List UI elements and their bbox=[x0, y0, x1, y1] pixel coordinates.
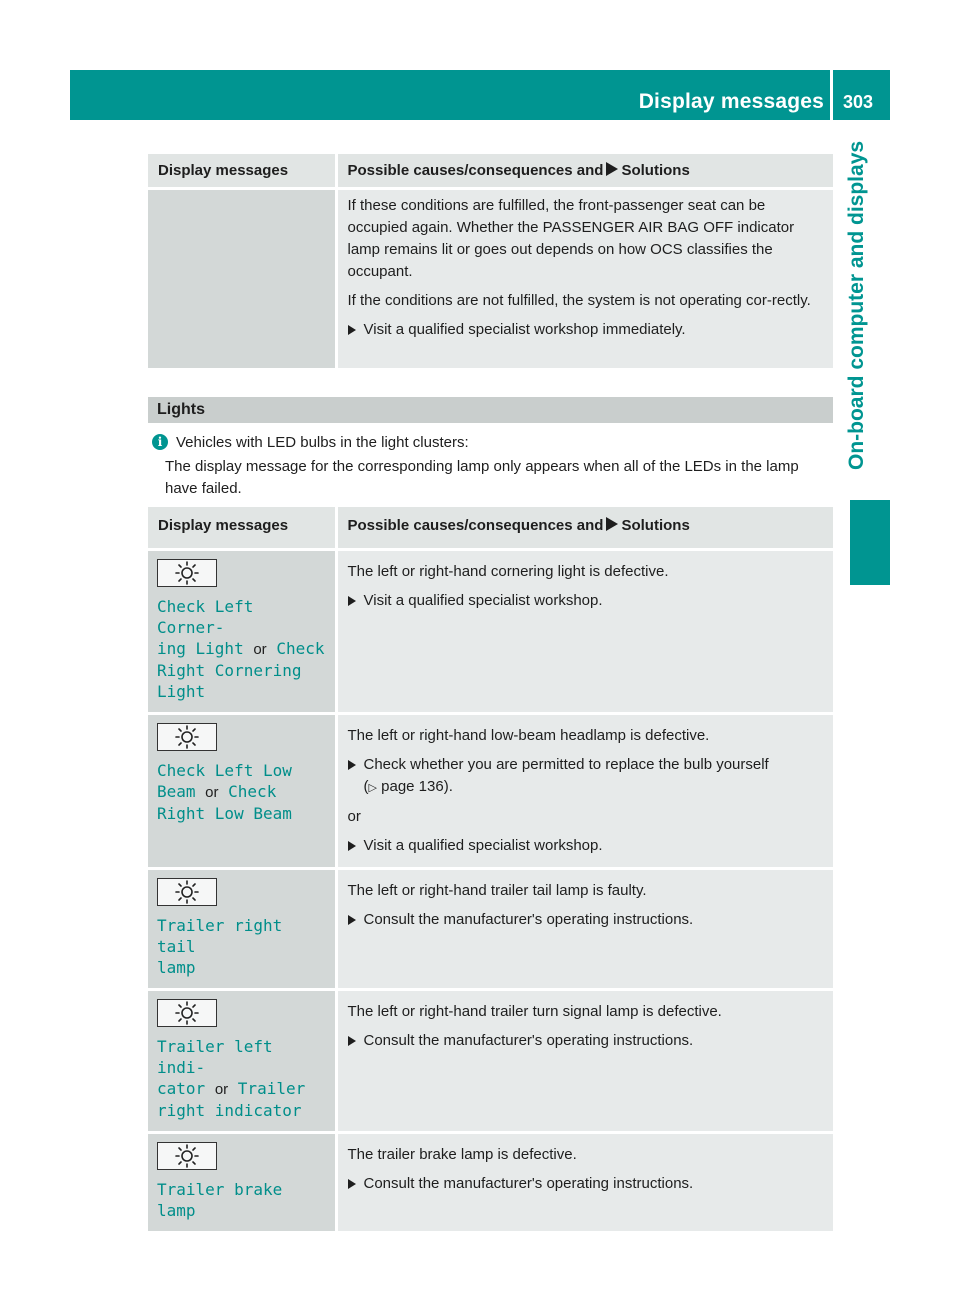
bulb-warning-icon bbox=[174, 561, 200, 585]
triangle-bullet-icon bbox=[348, 760, 356, 770]
display-message-text bbox=[157, 1179, 327, 1221]
column-header-solutions-label: Solutions bbox=[621, 162, 690, 179]
solution-step bbox=[348, 1030, 826, 1052]
display-messages-table-2 bbox=[148, 507, 833, 1234]
table-header-row bbox=[148, 507, 833, 550]
table-row bbox=[148, 550, 833, 714]
page-reference-icon: ▷ bbox=[368, 782, 377, 794]
triangle-bullet-icon bbox=[348, 1036, 356, 1046]
or-text: or bbox=[205, 784, 219, 801]
solution-step-text: Consult the manufacturer's operating instructions. bbox=[363, 1175, 694, 1192]
description-text: If the conditions are not fulfilled, the system is not operating cor-rectly. bbox=[347, 292, 811, 309]
display-message: Trailer right indicator bbox=[157, 1079, 306, 1120]
column-header-causes bbox=[336, 154, 833, 189]
lamp-box bbox=[157, 559, 217, 587]
display-message: Trailer brake lamp bbox=[157, 1180, 283, 1220]
table-row bbox=[148, 189, 833, 370]
triangle-bullet-icon bbox=[348, 841, 356, 851]
lamp-box bbox=[157, 999, 217, 1027]
lamp-box bbox=[157, 878, 217, 906]
column-header-messages: Display messages bbox=[148, 507, 336, 550]
side-chapter-title: On-board computer and displays bbox=[845, 140, 868, 470]
message-cell bbox=[148, 869, 336, 990]
page-header-title: Display messages bbox=[638, 90, 824, 113]
triangle-bullet-icon bbox=[348, 596, 356, 606]
page-reference-text: page 136). bbox=[381, 778, 453, 795]
or-text: or bbox=[214, 1081, 229, 1098]
triangle-bullet-icon bbox=[348, 1179, 356, 1189]
triangle-bullet-icon bbox=[348, 325, 356, 335]
solution-step-text: Visit a qualified specialist workshop immediately. bbox=[363, 321, 686, 338]
side-chapter-marker bbox=[850, 500, 890, 585]
message-cell bbox=[148, 1133, 336, 1233]
solution-step bbox=[348, 754, 826, 799]
info-note-title: Vehicles with LED bulbs in the light clusters: bbox=[176, 434, 469, 451]
display-message: Check Right Cornering Light bbox=[157, 639, 325, 701]
description-text: The left or right-hand low-beam headlamp is defective. bbox=[347, 727, 710, 744]
description-text: The left or right-hand cornering light is defective. bbox=[347, 563, 669, 580]
table-header-row bbox=[148, 154, 833, 189]
solution-step-text: Consult the manufacturer's operating instructions. bbox=[363, 911, 694, 928]
solution-step-text: Consult the manufacturer's operating instructions. bbox=[363, 1032, 694, 1049]
bulb-warning-icon bbox=[174, 725, 200, 749]
message-cell bbox=[148, 714, 336, 869]
solution-cell bbox=[336, 990, 833, 1133]
or-text: or bbox=[253, 641, 267, 658]
triangle-bullet-icon bbox=[348, 915, 356, 925]
solution-cell bbox=[336, 550, 833, 714]
message-cell bbox=[148, 990, 336, 1133]
display-message: Trailer right tail lamp bbox=[157, 916, 283, 977]
message-cell bbox=[148, 189, 336, 370]
solution-cell bbox=[336, 869, 833, 990]
page-reference: (▷ page 136). bbox=[363, 778, 453, 795]
header-separator bbox=[830, 70, 833, 120]
table-row bbox=[148, 714, 833, 869]
message-cell bbox=[148, 550, 336, 714]
bulb-warning-icon bbox=[174, 1144, 200, 1168]
solution-step bbox=[348, 319, 826, 341]
column-header-messages: Display messages bbox=[148, 154, 336, 189]
section-heading-lights bbox=[148, 397, 833, 423]
table-row bbox=[148, 1133, 833, 1233]
info-note-text: The display message for the corresponding lamp only appears when all of the LEDs in the lamp have failed. bbox=[165, 458, 799, 497]
column-header-causes-label: Possible causes/consequences and bbox=[347, 517, 604, 534]
solution-step bbox=[348, 1173, 826, 1195]
table-row bbox=[148, 990, 833, 1133]
display-message-text bbox=[157, 915, 327, 978]
solution-step-text: Check whether you are permitted to replace the bulb yourself bbox=[363, 756, 769, 773]
description-text: If these conditions are fulfilled, the front-passenger seat can be occupied again. Whether the PASSENGER AIR BAG OFF indicator lamp remains lit or goes out depends on how OCS classifies the occupant. bbox=[347, 197, 795, 280]
column-header-causes-label: Possible causes/consequences and bbox=[347, 162, 604, 179]
column-header-causes bbox=[336, 507, 833, 550]
display-message-text bbox=[157, 1036, 327, 1121]
display-message: Trailer left indi- cator bbox=[157, 1037, 273, 1098]
display-message: Check Left Corner- ing Light bbox=[157, 597, 254, 658]
description-text: The trailer brake lamp is defective. bbox=[347, 1146, 577, 1163]
solution-cell bbox=[336, 1133, 833, 1233]
triangle-bullet-icon bbox=[606, 517, 618, 531]
solution-cell bbox=[336, 714, 833, 869]
table-row bbox=[148, 869, 833, 990]
solution-step-text: Visit a qualified specialist workshop. bbox=[363, 837, 603, 854]
bulb-warning-icon bbox=[174, 880, 200, 904]
display-message: Check Left Low Beam bbox=[157, 761, 292, 801]
solution-step bbox=[348, 835, 826, 857]
description-text: The left or right-hand trailer tail lamp is faulty. bbox=[347, 882, 647, 899]
description-text: The left or right-hand trailer turn signal lamp is defective. bbox=[347, 1003, 722, 1020]
lamp-box bbox=[157, 1142, 217, 1170]
display-messages-table-1 bbox=[148, 154, 833, 371]
triangle-bullet-icon bbox=[606, 162, 618, 176]
display-message: Check Right Low Beam bbox=[157, 782, 292, 823]
solution-step-text: Visit a qualified specialist workshop. bbox=[363, 592, 603, 609]
info-icon: i bbox=[152, 434, 168, 450]
display-message-text bbox=[157, 596, 327, 702]
solution-step bbox=[348, 909, 826, 931]
display-message-text bbox=[157, 760, 327, 824]
section-heading-text: Lights bbox=[157, 401, 205, 418]
lamp-box bbox=[157, 723, 217, 751]
or-text: or bbox=[347, 808, 361, 825]
bulb-warning-icon bbox=[174, 1001, 200, 1025]
solution-step bbox=[348, 590, 826, 612]
page-number: 303 bbox=[843, 92, 874, 112]
column-header-solutions-label: Solutions bbox=[621, 517, 690, 534]
solution-cell bbox=[336, 189, 833, 370]
